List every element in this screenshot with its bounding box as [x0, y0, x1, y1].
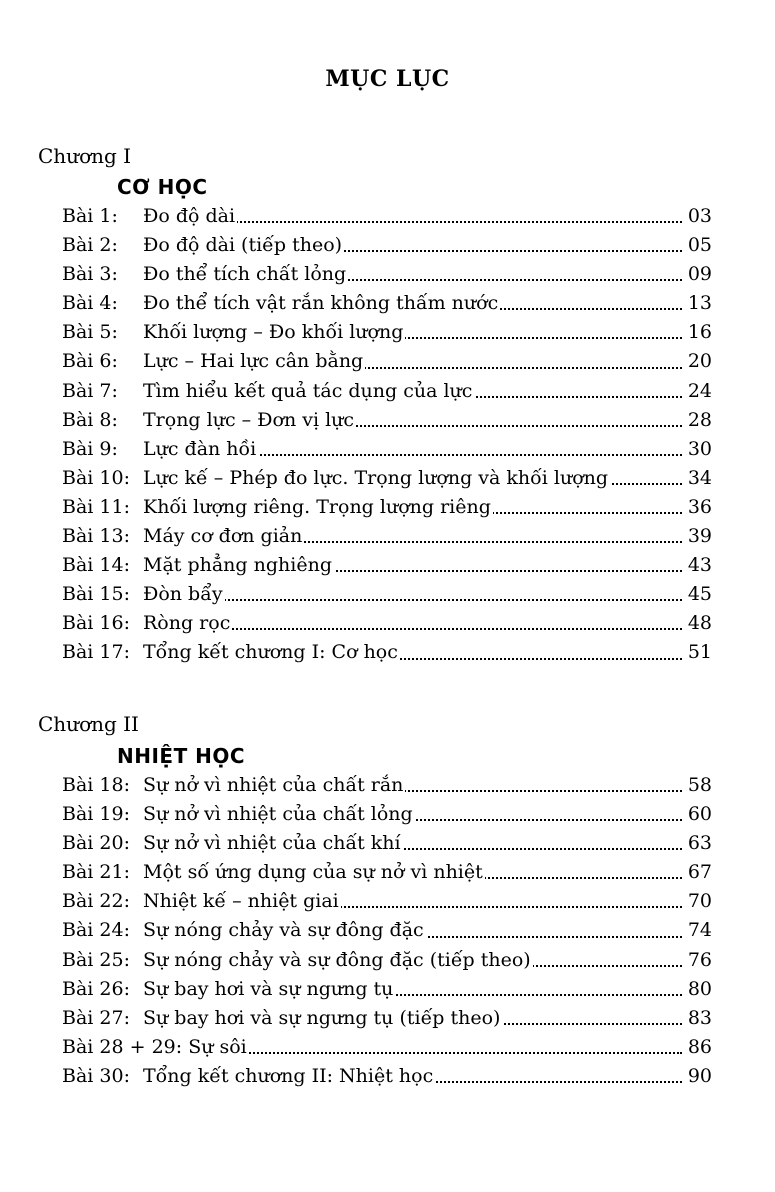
toc-entry[interactable]	[62, 231, 712, 260]
toc-lesson-number: Bài 22:	[62, 887, 132, 916]
toc-lesson-number: Bài 30:	[62, 1062, 132, 1091]
toc-page-number: 09	[684, 260, 712, 289]
toc-lesson-number: Bài 26:	[62, 975, 132, 1004]
toc-entry[interactable]	[62, 800, 712, 829]
toc-lesson-title: Sự bay hơi và sự ngưng tụ	[143, 975, 395, 1004]
toc-lesson-title: Đo độ dài (tiếp theo)	[143, 231, 344, 260]
toc-page-number: 90	[684, 1062, 712, 1091]
toc-page-number: 58	[684, 771, 712, 800]
toc-lesson-title: Khối lượng riêng. Trọng lượng riêng	[143, 493, 493, 522]
toc-lesson-number: Bài 6:	[62, 347, 120, 376]
toc-lesson-title: Bài 28 + 29: Sự sôi	[62, 1033, 249, 1062]
toc-lesson-number: Bài 3:	[62, 260, 120, 289]
toc-lesson-number: Bài 8:	[62, 406, 120, 435]
toc-entry[interactable]	[62, 1004, 712, 1033]
toc-page-number: 67	[684, 858, 712, 887]
toc-lesson-number: Bài 21:	[62, 858, 132, 887]
toc-lesson-number: Bài 14:	[62, 551, 132, 580]
toc-page-number: 48	[684, 609, 712, 638]
toc-page-number: 43	[684, 551, 712, 580]
toc-lesson-number: Bài 13:	[62, 522, 132, 551]
toc-lesson-number: Bài 7:	[62, 377, 120, 406]
toc-page-number: 28	[684, 406, 712, 435]
toc-lesson-number: Bài 16:	[62, 609, 132, 638]
toc-lesson-title: Máy cơ đơn giản	[143, 522, 304, 551]
toc-lesson-title: Khối lượng – Đo khối lượng	[143, 318, 405, 347]
toc-lesson-number: Bài 15:	[62, 580, 132, 609]
chapter-1-label: Chương I	[38, 144, 132, 168]
toc-entry[interactable]	[62, 580, 712, 609]
toc-entry[interactable]	[62, 202, 712, 231]
toc-page-number: 45	[684, 580, 712, 609]
toc-lesson-number: Bài 4:	[62, 289, 120, 318]
toc-page-number: 30	[684, 435, 712, 464]
toc-lesson-number: Bài 2:	[62, 231, 120, 260]
toc-entry[interactable]	[62, 975, 712, 1004]
toc-entry[interactable]	[62, 347, 712, 376]
toc-entry[interactable]	[62, 946, 712, 975]
toc-entry[interactable]	[62, 858, 712, 887]
toc-entry[interactable]	[62, 522, 712, 551]
chapter-1-toc-list	[62, 202, 712, 668]
toc-lesson-title: Sự nóng chảy và sự đông đặc (tiếp theo)	[143, 946, 533, 975]
toc-lesson-title: Ròng rọc	[143, 609, 232, 638]
toc-entry[interactable]	[62, 377, 712, 406]
toc-lesson-title: Sự nở vì nhiệt của chất lỏng	[143, 800, 415, 829]
toc-entry[interactable]	[62, 1033, 712, 1062]
toc-lesson-title: Tổng kết chương II: Nhiệt học	[143, 1062, 435, 1091]
toc-lesson-title: Nhiệt kế – nhiệt giai	[143, 887, 341, 916]
toc-lesson-title: Đo thể tích vật rắn không thấm nước	[143, 289, 500, 318]
toc-entry[interactable]	[62, 551, 712, 580]
toc-lesson-title: Lực – Hai lực cân bằng	[143, 347, 365, 376]
toc-page-number: 51	[684, 638, 712, 667]
toc-lesson-title: Mặt phẳng nghiêng	[143, 551, 334, 580]
toc-lesson-title: Đo thể tích chất lỏng	[143, 260, 348, 289]
toc-page-number: 39	[684, 522, 712, 551]
toc-lesson-title: Sự nở vì nhiệt của chất khí	[143, 829, 403, 858]
toc-entry[interactable]	[62, 1062, 712, 1091]
toc-lesson-number: Bài 25:	[62, 946, 132, 975]
toc-lesson-number: Bài 27:	[62, 1004, 132, 1033]
toc-entry[interactable]	[62, 464, 712, 493]
toc-page-number: 03	[684, 202, 712, 231]
toc-lesson-title: Đòn bẩy	[143, 580, 225, 609]
toc-lesson-title: Sự bay hơi và sự ngưng tụ (tiếp theo)	[143, 1004, 502, 1033]
toc-lesson-title: Đo độ dài	[143, 202, 237, 231]
toc-lesson-number: Bài 10:	[62, 464, 132, 493]
toc-entry[interactable]	[62, 771, 712, 800]
toc-lesson-number: Bài 19:	[62, 800, 132, 829]
toc-page-number: 83	[684, 1004, 712, 1033]
toc-page-number: 36	[684, 493, 712, 522]
toc-page-number: 60	[684, 800, 712, 829]
toc-lesson-title: Lực kế – Phép đo lực. Trọng lượng và khối lượng	[143, 464, 610, 493]
toc-lesson-number: Bài 20:	[62, 829, 132, 858]
toc-lesson-title: Tổng kết chương I: Cơ học	[143, 638, 400, 667]
toc-lesson-number: Bài 18:	[62, 771, 132, 800]
toc-entry[interactable]	[62, 609, 712, 638]
toc-entry[interactable]	[62, 406, 712, 435]
toc-lesson-title: Sự nóng chảy và sự đông đặc	[143, 916, 426, 945]
toc-page-number: 24	[684, 377, 712, 406]
toc-page-number: 76	[684, 946, 712, 975]
toc-lesson-title: Lực đàn hồi	[143, 435, 258, 464]
chapter-2-section-title: NHIỆT HỌC	[117, 744, 246, 768]
toc-page-number: 16	[684, 318, 712, 347]
toc-page-number: 34	[684, 464, 712, 493]
toc-lesson-title: Tìm hiểu kết quả tác dụng của lực	[143, 377, 474, 406]
toc-lesson-number: Bài 1:	[62, 202, 120, 231]
toc-lesson-number: Bài 5:	[62, 318, 120, 347]
toc-lesson-number: Bài 17:	[62, 638, 132, 667]
toc-entry[interactable]	[62, 493, 712, 522]
page-title: MỤC LỤC	[325, 66, 450, 92]
toc-page-number: 05	[684, 231, 712, 260]
toc-page-number: 63	[684, 829, 712, 858]
chapter-2-toc-list	[62, 771, 712, 1091]
toc-lesson-number: Bài 24:	[62, 916, 132, 945]
toc-entry[interactable]	[62, 289, 712, 318]
chapter-2-label: Chương II	[38, 712, 139, 736]
toc-lesson-number: Bài 9:	[62, 435, 120, 464]
chapter-1-section-title: CƠ HỌC	[117, 175, 208, 199]
toc-entry[interactable]	[62, 638, 712, 667]
toc-entry[interactable]	[62, 260, 712, 289]
toc-page-number: 13	[684, 289, 712, 318]
toc-entry[interactable]	[62, 887, 712, 916]
toc-page-number: 20	[684, 347, 712, 376]
toc-entry[interactable]	[62, 916, 712, 945]
toc-page-number: 80	[684, 975, 712, 1004]
toc-lesson-title: Một số ứng dụng của sự nở vì nhiệt	[143, 858, 485, 887]
toc-lesson-number: Bài 11:	[62, 493, 132, 522]
toc-lesson-title: Trọng lực – Đơn vị lực	[143, 406, 356, 435]
toc-page-number: 74	[684, 916, 712, 945]
toc-page-number: 86	[684, 1033, 712, 1062]
toc-lesson-title: Sự nở vì nhiệt của chất rắn	[143, 771, 405, 800]
toc-entry[interactable]	[62, 435, 712, 464]
toc-entry[interactable]	[62, 318, 712, 347]
toc-entry[interactable]	[62, 829, 712, 858]
toc-page-number: 70	[684, 887, 712, 916]
